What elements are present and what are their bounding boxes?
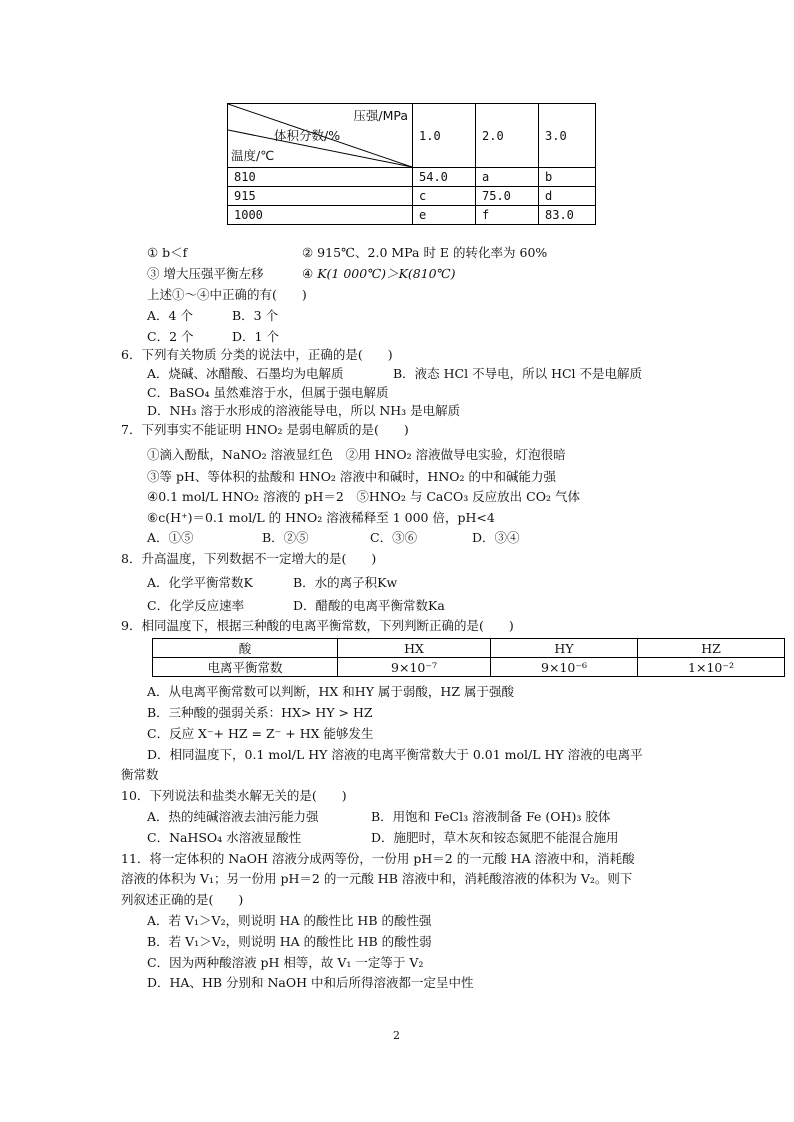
option-b: B．②⑤ xyxy=(262,530,309,545)
table-row xyxy=(228,187,596,206)
value-cell: c xyxy=(413,187,476,206)
option-b: B．3 个 xyxy=(232,308,279,323)
question-6-stem: 6．下列有关物质 分类的说法中，正确的是( ) xyxy=(121,347,393,362)
data-table-1 xyxy=(227,103,596,225)
table1-diagonal-header xyxy=(228,104,413,168)
question-11-line-3: 列叙述正确的是( ) xyxy=(121,892,244,907)
option-c: C．③⑥ xyxy=(370,530,418,545)
value-cell: f xyxy=(476,206,539,225)
statement-4-body: K(1 000℃)＞K(810℃) xyxy=(317,266,456,281)
option-d: D．HA、HB 分别和 NaOH 中和后所得溶液都一定呈中性 xyxy=(147,975,474,990)
option-d: D．施肥时，草木灰和铵态氮肥不能混合施用 xyxy=(371,830,619,845)
option-a: A．烧碱、冰醋酸、石墨均为电解质 xyxy=(147,366,344,381)
option-b: B．水的离子积Kw xyxy=(293,575,398,590)
header-volume-fraction: 体积分数/% xyxy=(274,128,341,143)
option-d: D．1 个 xyxy=(232,329,279,344)
statement-1: ① b＜f xyxy=(147,245,188,260)
fact-line-1: ①滴入酚酞，NaNO₂ 溶液显红色 ②用 HNO₂ 溶液做导电实验，灯泡很暗 xyxy=(147,447,566,462)
acid-constants-table xyxy=(152,638,785,677)
value-cell: e xyxy=(413,206,476,225)
value-cell: 83.0 xyxy=(539,206,596,225)
option-d: D．NH₃ 溶于水形成的溶液能导电，所以 NH₃ 是电解质 xyxy=(147,403,461,418)
option-d: D．③④ xyxy=(472,530,520,545)
option-c: C．2 个 xyxy=(147,329,194,344)
value-cell: 1×10⁻² xyxy=(638,658,785,677)
value-cell: 9×10⁻⁶ xyxy=(491,658,638,677)
value-cell: d xyxy=(539,187,596,206)
question-7-stem: 7．下列事实不能证明 HNO₂ 是弱电解质的是( ) xyxy=(121,422,409,437)
question-11-line-2: 溶液的体积为 V₁；另一份用 pH＝2 的一元酸 HB 溶液中和，消耗酸溶液的体积为 V₂。则下 xyxy=(121,871,633,886)
question-8-stem: 8．升高温度，下列数据不一定增大的是( ) xyxy=(121,551,377,566)
option-a: A．①⑤ xyxy=(147,530,194,545)
statement-4 xyxy=(302,264,456,284)
option-b: B．用饱和 FeCl₃ 溶液制备 Fe (OH)₃ 胶体 xyxy=(371,809,611,824)
table-row xyxy=(228,168,596,187)
value-cell: a xyxy=(476,168,539,187)
statement-3: ③ 增大压强平衡左移 xyxy=(147,266,264,281)
option-d-continued: 衡常数 xyxy=(121,767,159,782)
value-cell: 9×10⁻⁷ xyxy=(338,658,491,677)
statement-2: ② 915℃、2.0 MPa 时 E 的转化率为 60% xyxy=(302,245,548,260)
pressure-cell: 2.0 xyxy=(476,104,539,168)
option-a: A．化学平衡常数K xyxy=(147,575,253,590)
table-head-acid: 酸 xyxy=(153,639,338,658)
question-9-stem: 9．相同温度下，根据三种酸的电离平衡常数，下列判断正确的是( ) xyxy=(121,618,514,633)
pressure-cell: 1.0 xyxy=(413,104,476,168)
question-5-ask: 上述①～④中正确的有( ) xyxy=(147,287,307,302)
option-d: D．相同温度下，0.1 mol/L HY 溶液的电离平衡常数大于 0.01 mol/L HY 溶液的电离平 xyxy=(147,747,643,762)
table-row xyxy=(153,658,785,677)
option-a: A．热的纯碱溶液去油污能力强 xyxy=(147,809,319,824)
temp-cell: 915 xyxy=(228,187,413,206)
table-head-hy: HY xyxy=(491,639,638,658)
value-cell: 54.0 xyxy=(413,168,476,187)
option-d: D．醋酸的电离平衡常数Ka xyxy=(293,598,445,613)
statement-4-marker: ④ xyxy=(302,266,314,281)
page-number: 2 xyxy=(393,1029,400,1042)
option-b: B．三种酸的强弱关系：HX> HY > HZ xyxy=(147,705,373,720)
option-a: A．从电离平衡常数可以判断，HX 和HY 属于弱酸，HZ 属于强酸 xyxy=(147,684,514,699)
pressure-cell: 3.0 xyxy=(539,104,596,168)
option-b: B．若 V₁＞V₂，则说明 HA 的酸性比 HB 的酸性弱 xyxy=(147,934,432,949)
value-cell: 75.0 xyxy=(476,187,539,206)
value-cell: b xyxy=(539,168,596,187)
option-c: C．NaHSO₄ 水溶液显酸性 xyxy=(147,830,302,845)
table-row xyxy=(228,206,596,225)
option-b: B．液态 HCl 不导电，所以 HCl 不是电解质 xyxy=(393,366,643,381)
question-11-line-1: 11．将一定体积的 NaOH 溶液分成两等份，一份用 pH＝2 的一元酸 HA 溶液中和，消耗酸 xyxy=(121,851,635,866)
temp-cell: 810 xyxy=(228,168,413,187)
fact-line-4: ⑥c(H⁺)＝0.1 mol/L 的 HNO₂ 溶液稀释至 1 000 倍，pH<4 xyxy=(147,510,495,525)
option-c: C．因为两种酸溶液 pH 相等，故 V₁ 一定等于 V₂ xyxy=(147,955,424,970)
option-c: C．BaSO₄ 虽然难溶于水，但属于强电解质 xyxy=(147,385,389,400)
option-a: A．4 个 xyxy=(147,308,193,323)
table-head-hx: HX xyxy=(338,639,491,658)
fact-line-3: ④0.1 mol/L HNO₂ 溶液的 pH＝2 ⑤HNO₂ 与 CaCO₃ 反应放出 CO₂ 气体 xyxy=(147,489,580,504)
option-a: A．若 V₁＞V₂，则说明 HA 的酸性比 HB 的酸性强 xyxy=(147,913,432,928)
row-label: 电离平衡常数 xyxy=(153,658,338,677)
option-c: C．反应 X⁻+ HZ = Z⁻ + HX 能够发生 xyxy=(147,726,374,741)
table-head-hz: HZ xyxy=(638,639,785,658)
question-10-stem: 10．下列说法和盐类水解无关的是( ) xyxy=(121,788,347,803)
temp-cell: 1000 xyxy=(228,206,413,225)
fact-line-2: ③等 pH、等体积的盐酸和 HNO₂ 溶液中和碱时，HNO₂ 的中和碱能力强 xyxy=(147,469,556,484)
header-temperature: 温度/℃ xyxy=(231,148,275,163)
option-c: C．化学反应速率 xyxy=(147,598,245,613)
header-pressure: 压强/MPa xyxy=(353,108,408,123)
